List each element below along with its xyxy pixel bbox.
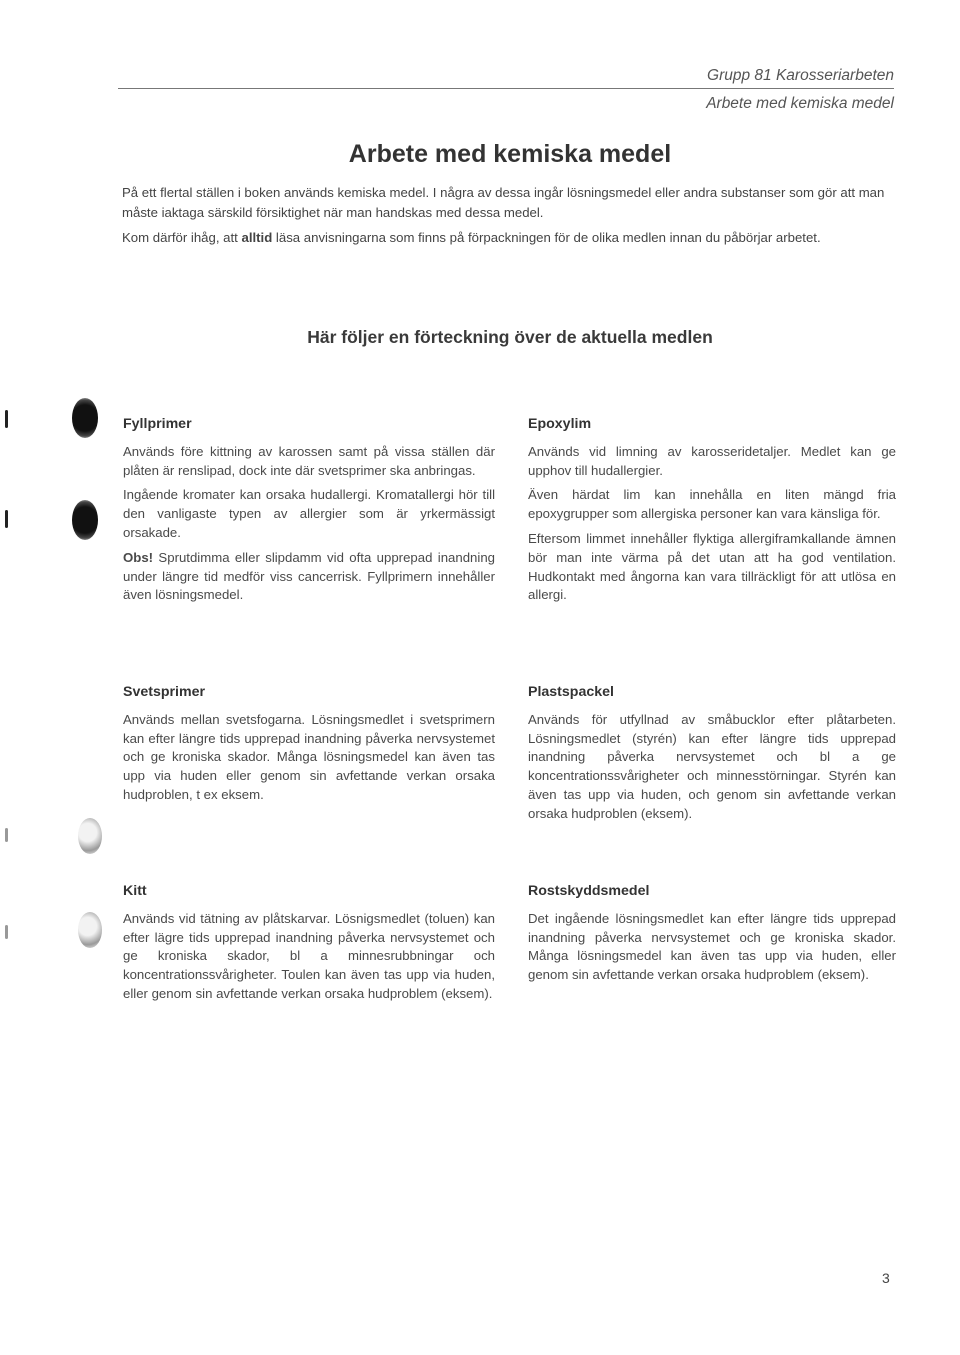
intro-text [122, 183, 902, 248]
section-plastspackel [528, 683, 896, 824]
header-chapter-title: Arbete med kemiska medel [706, 95, 894, 112]
intro-paragraph-1: På ett flertal ställen i boken används kemiska medel. I några av dessa ingår lösningsmedel eller andra substanser som gör att man måste iaktaga särskild försiktighet när man handskas med dessa medel. [122, 185, 885, 220]
scan-edge-mark-2 [5, 510, 8, 528]
list-subtitle: Här följer en förteckning över de aktuella medlen [307, 327, 713, 347]
section-heading: Kitt [123, 883, 147, 899]
section-paragraph: Även härdat lim kan innehålla en liten mängd fria epoxygrupper som allergiska personer kan vara känsliga för. [528, 487, 896, 522]
section-svetsprimer [123, 683, 495, 805]
section-rostskyddsmedel [528, 882, 896, 985]
section-paragraph: Används för utfyllnad av småbucklor efter plåtarbeten. Lösningsmedlet (styrén) kan efter längre tids upprepad inandning påverka nervsystemet och bl a ge koncentrationssvårigheter och minnesstörningar. Styrén kan även tas upp via huden, och genom sin avfettande verkan orsaka hudproblen (eksem). [528, 711, 896, 821]
section-fyllprimer [123, 415, 495, 605]
section-paragraph: Ingående kromater kan orsaka hudallergi. Kromatallergi hör till den vanligaste typen av allergier som är yrkermässigt orsakade. [123, 487, 495, 540]
section-paragraph: Eftersom limmet innehåller flyktiga allergiframkallande ämnen bör man inte värma på det utan att ha god ventilation. Hudkontakt med ångorna kan vara tillräckligt för att utlösa en allergi. [528, 530, 896, 603]
section-heading: Fyllprimer [123, 416, 192, 432]
section-heading: Rostskyddsmedel [528, 883, 650, 899]
section-paragraph: Används mellan svetsfogarna. Lösningsmedlet i svetsprimern kan efter längre tids upprepad inandning påverka nervsystemet och ge kroniska skador. Många lösningsmedel kan även tas upp via huden eller genom sin avfettande verkan orsaka hudproblen, t ex eksem. [123, 711, 495, 802]
section-paragraph: Obs! Sprutdimma eller slipdamm vid ofta upprepad inandning under längre tid medför viss cancerrisk. Fyllprimern innehåller även lösningsmedel. [123, 549, 495, 603]
binder-hole-2 [72, 500, 98, 540]
section-heading: Epoxylim [528, 416, 592, 432]
binder-hole-4 [78, 912, 102, 948]
intro-paragraph-2: Kom därför ihåg, att alltid läsa anvisningarna som finns på förpackningen för de olika medlen innan du påbörjar arbetet. [122, 230, 821, 245]
section-heading: Plastspackel [528, 684, 614, 700]
section-paragraph: Används vid limning av karosseridetaljer. Medlet kan ge upphov till hudallergier. [528, 443, 896, 478]
scan-edge-mark-3 [5, 828, 8, 842]
section-paragraph: Det ingående lösningsmedlet kan efter längre tids upprepad inandning påverka nervsystemet och ge kroniska skador. Många lösningsmedel kan även tas upp via huden, eller genom sin avfettande verkan orsaka hudproblem (eksem). [528, 910, 896, 983]
binder-hole-1 [72, 398, 98, 438]
section-paragraph: Används vid tätning av plåtskarvar. Lösnigsmedlet (toluen) kan efter lägre tids upprepad inandning påverka nervsystemet och ge kroniska skador, bl a minnesrubbningar och koncentrationssvårigheter. Toulen kan även tas upp via huden, eller genom sin avfettande verkan orsaka hudproblem (eksem). [123, 910, 495, 1001]
page-number: 3 [882, 1270, 890, 1286]
scan-edge-mark-1 [5, 410, 8, 428]
emphasis-alltid: alltid [241, 230, 273, 245]
binder-hole-3 [78, 818, 102, 854]
header-rule [118, 88, 894, 89]
running-header [706, 62, 894, 118]
obs-label: Obs! [123, 549, 154, 565]
section-heading: Svetsprimer [123, 684, 206, 700]
page-title: Arbete med kemiska medel [348, 140, 672, 168]
section-epoxylim [528, 415, 896, 605]
header-group-title: Grupp 81 Karosseriarbeten [707, 67, 894, 84]
scan-edge-mark-4 [5, 925, 8, 939]
section-kitt [123, 882, 495, 1004]
section-paragraph: Används före kittning av karossen samt på vissa ställen där plåten är renslipad, dock inte där svetsprimer ska anbringas. [123, 443, 495, 478]
